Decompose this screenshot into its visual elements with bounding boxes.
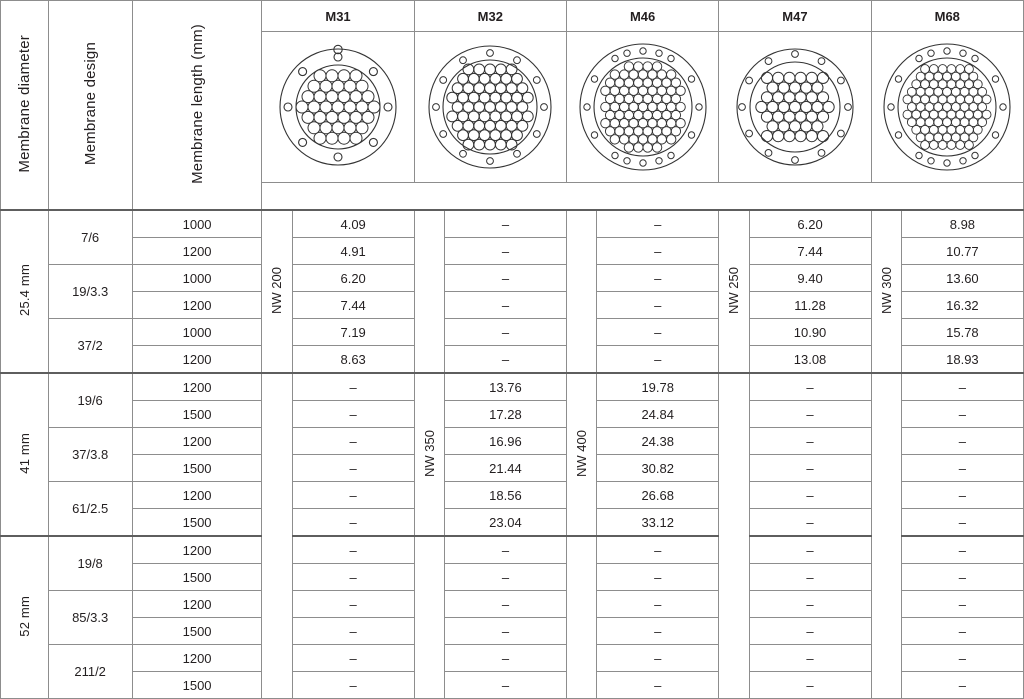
- value-cell: –: [444, 591, 566, 618]
- value-cell: 10.90: [749, 319, 871, 346]
- value-cell: 7.19: [292, 319, 414, 346]
- module-header-m68: M68: [871, 1, 1023, 32]
- design-cell-2-2: 37/3.8: [48, 428, 132, 482]
- value-cell: 6.20: [292, 265, 414, 292]
- value-cell: 24.38: [597, 428, 719, 455]
- value-cell: –: [749, 455, 871, 482]
- value-cell: –: [444, 564, 566, 591]
- filter-surface-banner: filter surface in m² per module: [262, 183, 1024, 211]
- value-cell: –: [292, 509, 414, 537]
- value-cell: 23.04: [444, 509, 566, 537]
- value-cell: –: [597, 618, 719, 645]
- value-cell: –: [597, 265, 719, 292]
- value-cell: 18.93: [901, 346, 1023, 374]
- length-cell: 1500: [132, 618, 262, 645]
- value-cell: –: [901, 482, 1023, 509]
- value-cell: –: [901, 591, 1023, 618]
- value-cell: 30.82: [597, 455, 719, 482]
- value-cell: –: [749, 482, 871, 509]
- value-cell: –: [597, 210, 719, 238]
- length-cell: 1000: [132, 210, 262, 238]
- value-cell: –: [292, 618, 414, 645]
- value-cell: 16.32: [901, 292, 1023, 319]
- value-cell: –: [901, 564, 1023, 591]
- length-cell: 1000: [132, 319, 262, 346]
- design-cell-2-1: 19/6: [48, 373, 132, 428]
- header-membrane-design: Membrane design: [48, 1, 132, 211]
- value-cell: –: [597, 346, 719, 374]
- value-cell: –: [292, 536, 414, 564]
- diameter-cell-1: 25.4 mm: [1, 210, 49, 373]
- nw-label-m31: NW 200: [262, 210, 292, 373]
- cross-section-m47: [719, 32, 871, 183]
- value-cell: –: [597, 238, 719, 265]
- value-cell: 8.98: [901, 210, 1023, 238]
- nw-label-m68: NW 300: [871, 210, 901, 373]
- design-cell-1-1: 7/6: [48, 210, 132, 265]
- value-cell: –: [749, 591, 871, 618]
- value-cell: 8.63: [292, 346, 414, 374]
- value-cell: –: [901, 645, 1023, 672]
- module-header-m31: M31: [262, 1, 414, 32]
- value-cell: –: [749, 645, 871, 672]
- value-cell: –: [444, 645, 566, 672]
- cross-section-m31: [262, 32, 414, 183]
- length-cell: 1200: [132, 292, 262, 319]
- design-cell-3-3: 211/2: [48, 645, 132, 699]
- value-cell: –: [597, 672, 719, 699]
- length-cell: 1200: [132, 373, 262, 401]
- value-cell: –: [444, 265, 566, 292]
- value-cell: 7.44: [292, 292, 414, 319]
- header-membrane-length: Membrane length (mm): [132, 1, 262, 211]
- value-cell: –: [597, 292, 719, 319]
- value-cell: 13.60: [901, 265, 1023, 292]
- value-cell: –: [444, 346, 566, 374]
- value-cell: 16.96: [444, 428, 566, 455]
- value-cell: –: [444, 210, 566, 238]
- module-header-m32: M32: [414, 1, 566, 32]
- length-cell: 1200: [132, 536, 262, 564]
- length-cell: 1200: [132, 238, 262, 265]
- value-cell: 13.76: [444, 373, 566, 401]
- value-cell: –: [749, 509, 871, 537]
- length-cell: 1200: [132, 591, 262, 618]
- length-cell: 1500: [132, 509, 262, 537]
- length-cell: 1200: [132, 482, 262, 509]
- value-cell: –: [292, 401, 414, 428]
- value-cell: 21.44: [444, 455, 566, 482]
- value-cell: –: [749, 672, 871, 699]
- value-cell: –: [901, 618, 1023, 645]
- module-header-m47: M47: [719, 1, 871, 32]
- value-cell: 4.91: [292, 238, 414, 265]
- design-cell-3-2: 85/3.3: [48, 591, 132, 645]
- value-cell: 6.20: [749, 210, 871, 238]
- value-cell: –: [444, 618, 566, 645]
- value-cell: –: [901, 455, 1023, 482]
- value-cell: 10.77: [901, 238, 1023, 265]
- value-cell: –: [292, 428, 414, 455]
- nw-spacer-m32-c: [414, 536, 444, 699]
- design-cell-3-1: 19/8: [48, 536, 132, 591]
- value-cell: –: [292, 455, 414, 482]
- value-cell: –: [597, 536, 719, 564]
- value-cell: –: [901, 428, 1023, 455]
- nw-label-m32: NW 350: [414, 373, 444, 536]
- value-cell: 4.09: [292, 210, 414, 238]
- design-cell-2-3: 61/2.5: [48, 482, 132, 537]
- value-cell: 26.68: [597, 482, 719, 509]
- diameter-cell-2: 41 mm: [1, 373, 49, 536]
- value-cell: –: [444, 536, 566, 564]
- length-cell: 1500: [132, 401, 262, 428]
- value-cell: 15.78: [901, 319, 1023, 346]
- value-cell: –: [292, 564, 414, 591]
- nw-spacer-m31-b: [262, 373, 292, 699]
- header-membrane-diameter: Membrane diameter: [1, 1, 49, 211]
- value-cell: –: [901, 373, 1023, 401]
- value-cell: –: [749, 536, 871, 564]
- value-cell: 17.28: [444, 401, 566, 428]
- length-cell: 1200: [132, 428, 262, 455]
- length-cell: 1500: [132, 455, 262, 482]
- value-cell: –: [597, 591, 719, 618]
- value-cell: –: [292, 645, 414, 672]
- value-cell: –: [597, 645, 719, 672]
- value-cell: –: [749, 428, 871, 455]
- nw-spacer-m46-a: [566, 210, 596, 373]
- diameter-cell-3: 52 mm: [1, 536, 49, 699]
- value-cell: –: [749, 401, 871, 428]
- value-cell: –: [749, 618, 871, 645]
- value-cell: 18.56: [444, 482, 566, 509]
- value-cell: –: [292, 672, 414, 699]
- nw-spacer-m68-b: [871, 373, 901, 699]
- value-cell: 33.12: [597, 509, 719, 537]
- value-cell: –: [749, 564, 871, 591]
- nw-spacer-m32-a: [414, 210, 444, 373]
- length-cell: 1500: [132, 564, 262, 591]
- value-cell: –: [597, 564, 719, 591]
- nw-label-m47: NW 250: [719, 210, 749, 373]
- nw-label-m46: NW 400: [566, 373, 596, 536]
- length-cell: 1000: [132, 265, 262, 292]
- value-cell: –: [901, 536, 1023, 564]
- value-cell: –: [597, 319, 719, 346]
- cross-section-m32: [414, 32, 566, 183]
- cross-section-m68: [871, 32, 1023, 183]
- value-cell: –: [444, 672, 566, 699]
- value-cell: –: [444, 238, 566, 265]
- value-cell: 9.40: [749, 265, 871, 292]
- value-cell: 19.78: [597, 373, 719, 401]
- design-cell-1-2: 19/3.3: [48, 265, 132, 319]
- value-cell: –: [901, 401, 1023, 428]
- design-cell-1-3: 37/2: [48, 319, 132, 374]
- nw-spacer-m47-b: [719, 373, 749, 699]
- module-header-m46: M46: [566, 1, 718, 32]
- value-cell: –: [901, 509, 1023, 537]
- nw-spacer-m46-c: [566, 536, 596, 699]
- value-cell: 11.28: [749, 292, 871, 319]
- value-cell: –: [444, 292, 566, 319]
- length-cell: 1500: [132, 672, 262, 699]
- value-cell: –: [292, 482, 414, 509]
- value-cell: 7.44: [749, 238, 871, 265]
- value-cell: 13.08: [749, 346, 871, 374]
- value-cell: 24.84: [597, 401, 719, 428]
- value-cell: –: [292, 591, 414, 618]
- value-cell: –: [444, 319, 566, 346]
- length-cell: 1200: [132, 346, 262, 374]
- value-cell: –: [749, 373, 871, 401]
- length-cell: 1200: [132, 645, 262, 672]
- value-cell: –: [901, 672, 1023, 699]
- cross-section-m46: [566, 32, 718, 183]
- value-cell: –: [292, 373, 414, 401]
